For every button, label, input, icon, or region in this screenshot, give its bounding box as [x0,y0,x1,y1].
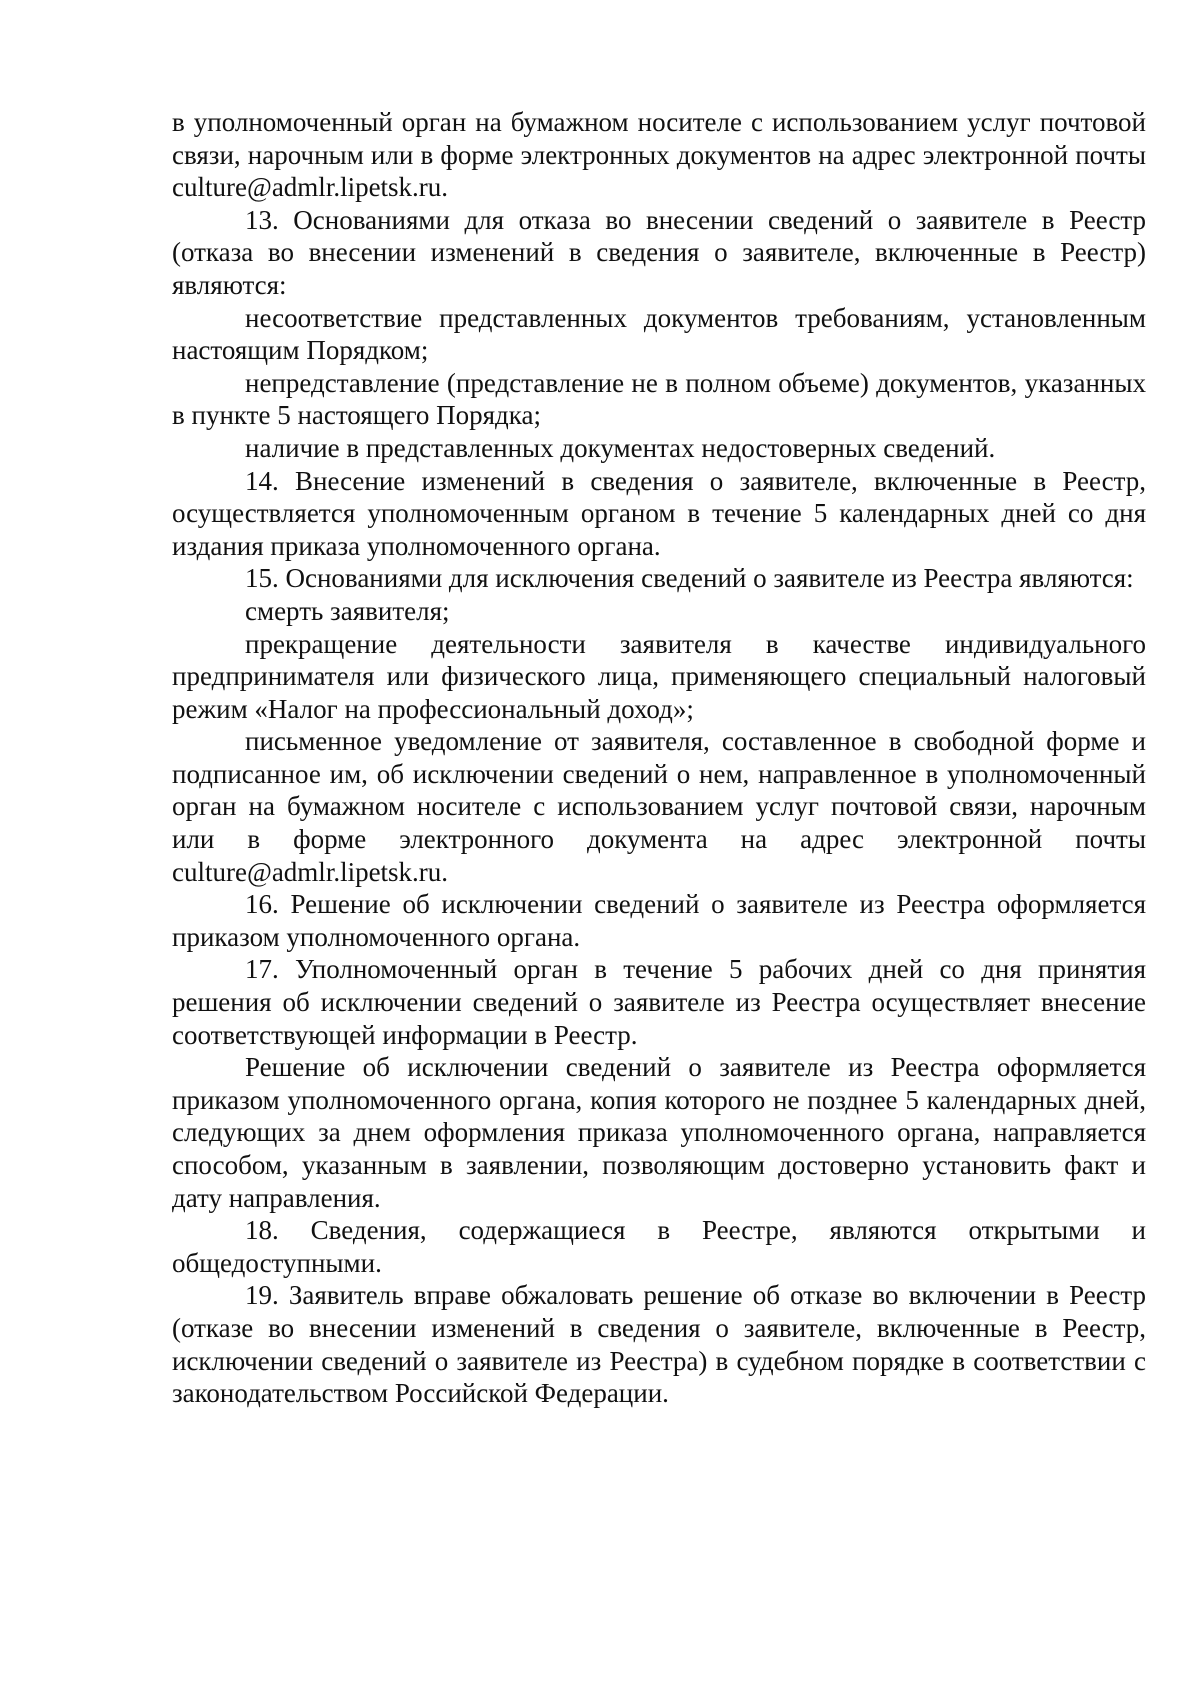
paragraph-15-item-3: письменное уведомление от заявителя, составленное в свободной форме и подписанное им, об исключении сведений о нем, направленное в уполномоченный орган на бумажном носителе с использованием услуг почтовой связи, нарочным или в форме электронного документа на адрес электронной почты culture@admlr.lipetsk.ru. [172,726,1146,887]
paragraph-17: 17. Уполномоченный орган в течение 5 рабочих дней со дня принятия решения об исключении сведений о заявителе из Реестра осуществляет внесение соответствующей информации в Реестр. [172,954,1146,1050]
document-page [172,106,1146,1410]
paragraph-15: 15. Основаниями для исключения сведений о заявителе из Реестра являются: [245,563,1134,594]
paragraph-14: 14. Внесение изменений в сведения о заявителе, включенные в Реестр, осуществляется уполномоченным органом в течение 5 календарных дней со дня издания приказа уполномоченного органа. [172,465,1146,561]
paragraph-16: 16. Решение об исключении сведений о заявителе из Реестра оформляется приказом уполномоченного органа. [172,889,1146,952]
paragraph-13-item-2: непредставление (представление не в полном объеме) документов, указанных в пункте 5 настоящего Порядка; [172,367,1146,431]
paragraph-18: 18. Сведения, содержащиеся в Реестре, являются открытыми и общедоступными. [172,1215,1146,1278]
paragraph-17-continued: Решение об исключении сведений о заявителе из Реестра оформляется приказом уполномоченного органа, копия которого не позднее 5 календарных дней, следующих за днем оформления приказа уполномоченного органа, направляется способом, указанным в заявлении, позволяющим достоверно установить факт и дату направления. [172,1052,1146,1213]
paragraph-19: 19. Заявитель вправе обжаловать решение об отказе во включении в Реестр (отказе во внесении изменений в сведения о заявителе, включенные в Реестр, исключении сведений о заявителе из Реестра) в судебном порядке в соответствии с законодательством Российской Федерации. [172,1280,1146,1409]
paragraph-13-item-1: несоответствие представленных документов требованиям, установленным настоящим Порядком; [172,302,1146,366]
paragraph-15-item-2: прекращение деятельности заявителя в качестве индивидуального предпринимателя или физического лица, применяющего специальный налоговый режим «Налог на профессиональный доход»; [172,628,1146,724]
paragraph-13-item-3: наличие в представленных документах недостоверных сведений. [245,432,996,463]
paragraph-15-item-1: смерть заявителя; [245,595,450,626]
paragraph-continuation: в уполномоченный орган на бумажном носителе с использованием услуг почтовой связи, нарочным или в форме электронных документов на адрес электронной почты culture@admlr.lipetsk.ru. [172,107,1146,203]
paragraph-13: 13. Основаниями для отказа во внесении сведений о заявителе в Реестр (отказа во внесении изменений в сведения о заявителе, включенные в Реестр) являются: [172,204,1146,300]
